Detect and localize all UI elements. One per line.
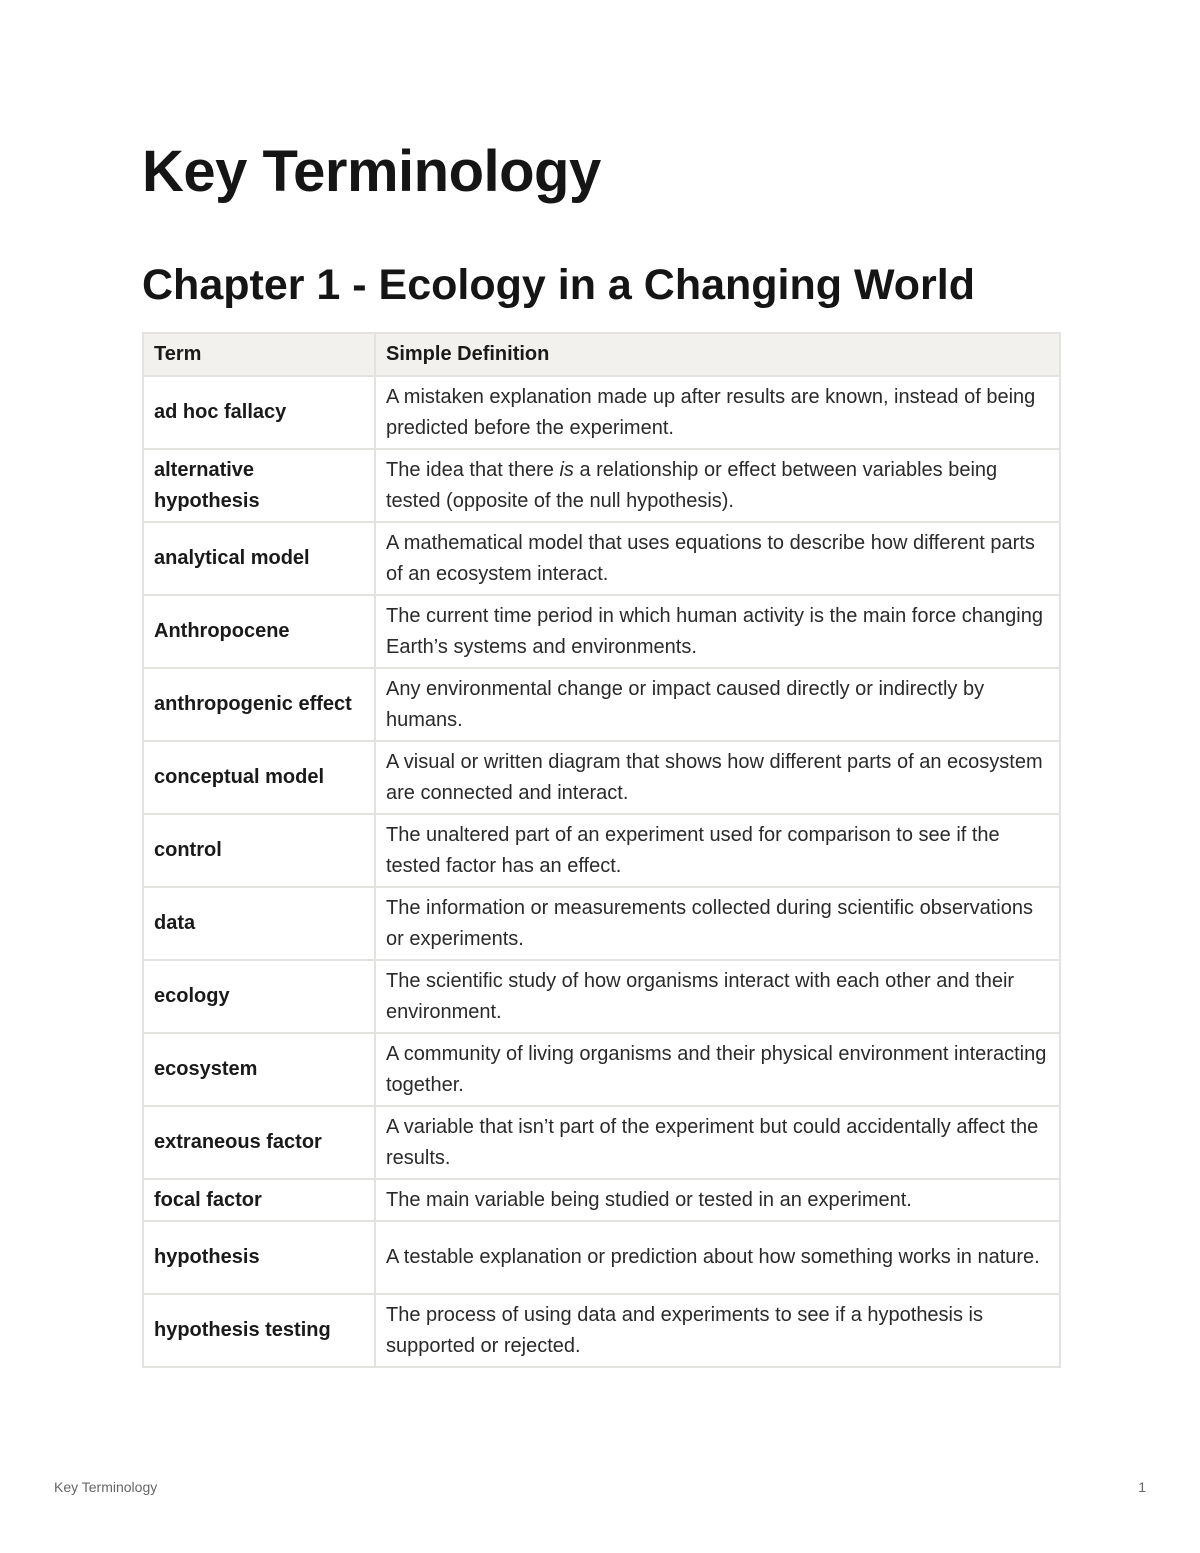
definition-cell [375, 449, 1060, 522]
term-cell: anthropogenic effect [143, 668, 375, 741]
definition-cell: A community of living organisms and their physical environment interacting together. [375, 1033, 1060, 1106]
definition-cell: A mistaken explanation made up after results are known, instead of being predicted before the experiment. [375, 376, 1060, 449]
term-cell: extraneous factor [143, 1106, 375, 1179]
term-cell: data [143, 887, 375, 960]
definition-cell: The main variable being studied or tested in an experiment. [375, 1179, 1060, 1221]
page-title: Key Terminology [142, 139, 601, 204]
footer-title: Key Terminology [54, 1479, 158, 1495]
definition-cell: The process of using data and experiments to see if a hypothesis is supported or rejected. [375, 1294, 1060, 1367]
definition-cell: The current time period in which human activity is the main force changing Earth’s systems and environments. [375, 595, 1060, 668]
definition-cell: A testable explanation or prediction about how something works in nature. [375, 1221, 1060, 1294]
term-cell: ecology [143, 960, 375, 1033]
table-row [143, 522, 1060, 595]
term-cell: hypothesis testing [143, 1294, 375, 1367]
table-row [143, 887, 1060, 960]
definition-text: a relationship or effect between variables being tested (opposite of the null hypothesis). [386, 458, 998, 512]
chapter-heading: Chapter 1 - Ecology in a Changing World [142, 261, 975, 309]
table-row [143, 1106, 1060, 1179]
table-header-row [143, 333, 1060, 376]
terminology-table [142, 332, 1061, 1368]
term-cell: control [143, 814, 375, 887]
definition-cell: The scientific study of how organisms interact with each other and their environment. [375, 960, 1060, 1033]
definition-emphasis: is [559, 458, 574, 481]
definition-cell: A visual or written diagram that shows how different parts of an ecosystem are connected and interact. [375, 741, 1060, 814]
table-row [143, 960, 1060, 1033]
page-number: 1 [1138, 1479, 1146, 1495]
term-cell: ecosystem [143, 1033, 375, 1106]
table-row [143, 814, 1060, 887]
definition-text: The idea that there [386, 458, 560, 481]
table-row [143, 595, 1060, 668]
table-row [143, 1033, 1060, 1106]
table-row [143, 1294, 1060, 1367]
table-row [143, 376, 1060, 449]
definition-cell: The information or measurements collected during scientific observations or experiments. [375, 887, 1060, 960]
term-cell: hypothesis [143, 1221, 375, 1294]
definition-cell: A mathematical model that uses equations to describe how different parts of an ecosystem interact. [375, 522, 1060, 595]
definition-cell: The unaltered part of an experiment used for comparison to see if the tested factor has an effect. [375, 814, 1060, 887]
table-row [143, 668, 1060, 741]
definition-cell: Any environmental change or impact caused directly or indirectly by humans. [375, 668, 1060, 741]
term-cell: Anthropocene [143, 595, 375, 668]
column-header-definition: Simple Definition [375, 333, 1060, 376]
table-row [143, 1221, 1060, 1294]
table-row [143, 1179, 1060, 1221]
definition-cell: A variable that isn’t part of the experiment but could accidentally affect the results. [375, 1106, 1060, 1179]
term-cell: alternative hypothesis [143, 449, 375, 522]
table-row [143, 741, 1060, 814]
column-header-term: Term [143, 333, 375, 376]
term-cell: focal factor [143, 1179, 375, 1221]
term-cell: conceptual model [143, 741, 375, 814]
term-cell: analytical model [143, 522, 375, 595]
table-row [143, 449, 1060, 522]
term-cell: ad hoc fallacy [143, 376, 375, 449]
